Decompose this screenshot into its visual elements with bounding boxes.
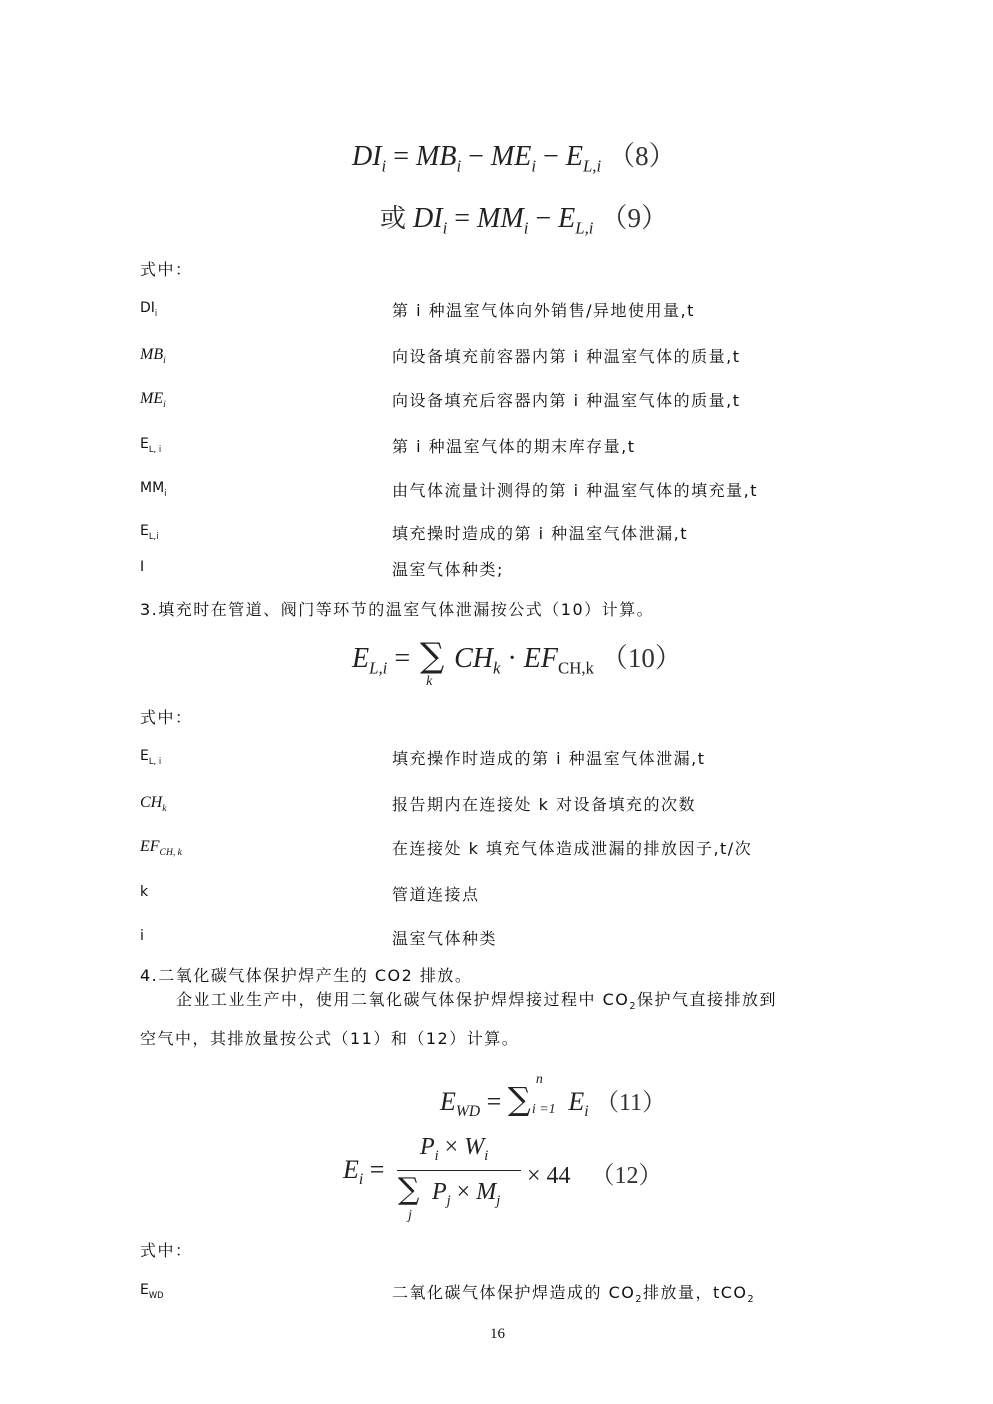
definition-symbol: k xyxy=(140,884,149,900)
definition-symbol: $DI_i$ xyxy=(140,300,158,318)
equation-number: （10） xyxy=(600,643,682,673)
where-label: 式中： xyxy=(140,1241,193,1260)
definition-symbol: $E_{WD}$ xyxy=(140,1282,164,1300)
equation-number: （12） xyxy=(590,1163,663,1189)
definition-description: 报告期内在连接处 k 对设备填充的次数 xyxy=(392,795,696,814)
definition-symbol: $MB_i$ xyxy=(140,346,166,367)
definition-symbol: i xyxy=(140,928,144,944)
paragraph-3: 3.填充时在管道、阀门等环节的温室气体泄漏按公式（10）计算。 xyxy=(140,600,655,619)
equation-9: 或 $DI_i = MM_i - E_{L,i}$ （9） xyxy=(380,203,668,238)
definition-description: 填充操时造成的第 i 种温室气体泄漏,t xyxy=(392,524,688,543)
definition-description: 向设备填充后容器内第 i 种温室气体的质量,t xyxy=(392,391,741,410)
equation-number: （8） xyxy=(608,141,676,171)
definition-description: 向设备填充前容器内第 i 种温室气体的质量,t xyxy=(392,347,741,366)
definition-description: 由气体流量计测得的第 i 种温室气体的填充量,t xyxy=(392,481,758,500)
paragraph-4-line-1: 企业工业生产中，使用二氧化碳气体保护焊焊接过程中 $CO_2$保护气直接排放到 xyxy=(176,990,777,1013)
equation-11: $E_{WD}$ = ∑ n i =1 $E_i$ （11） xyxy=(440,1072,667,1121)
definition-symbol: $E_{L, i}$ xyxy=(140,748,162,766)
equation-10: $E_{L,i}$ = ∑ k $CH_k \cdot EF_{CH,k}$ （10） xyxy=(352,636,682,689)
definition-description: 温室气体种类 xyxy=(392,929,498,948)
definition-symbol: $CH_k$ xyxy=(140,794,167,815)
fraction-bar xyxy=(397,1170,521,1171)
definition-description: 第 i 种温室气体向外销售/异地使用量,t xyxy=(392,301,695,320)
definition-symbol: $E_{L, i}$ xyxy=(140,436,162,454)
paragraph-4-line-2: 空气中，其排放量按公式（11）和（12）计算。 xyxy=(140,1029,520,1048)
definition-description: 温室气体种类; xyxy=(392,560,504,579)
equation-number: （11） xyxy=(595,1090,667,1116)
where-label: 式中： xyxy=(140,708,193,727)
definition-description: 在连接处 k 填充气体造成泄漏的排放因子,t/次 xyxy=(392,839,753,858)
definition-description: 填充操作时造成的第 i 种温室气体泄漏,t xyxy=(392,749,706,768)
page-number: 16 xyxy=(490,1326,505,1342)
definition-description: 二氧化碳气体保护焊造成的 $CO_2$排放量，tCO$_2$ xyxy=(392,1283,756,1306)
paragraph-4-title: 4.二氧化碳气体保护焊产生的 CO2 排放。 xyxy=(140,966,473,985)
definition-description: 第 i 种温室气体的期末库存量,t xyxy=(392,437,636,456)
definition-symbol: I xyxy=(140,559,145,575)
equation-8: $DI_i = MB_i - ME_i - E_{L,i}$ （8） xyxy=(352,141,676,176)
definition-symbol: $MM_i$ xyxy=(140,480,167,498)
definition-symbol: $ME_i$ xyxy=(140,390,166,411)
definition-description: 管道连接点 xyxy=(392,885,480,904)
definition-symbol: $EF_{CH, k}$ xyxy=(140,838,182,859)
where-label: 式中： xyxy=(140,260,193,279)
definition-symbol: $E_{L,i}$ xyxy=(140,523,159,541)
equation-number: （9） xyxy=(600,203,668,233)
